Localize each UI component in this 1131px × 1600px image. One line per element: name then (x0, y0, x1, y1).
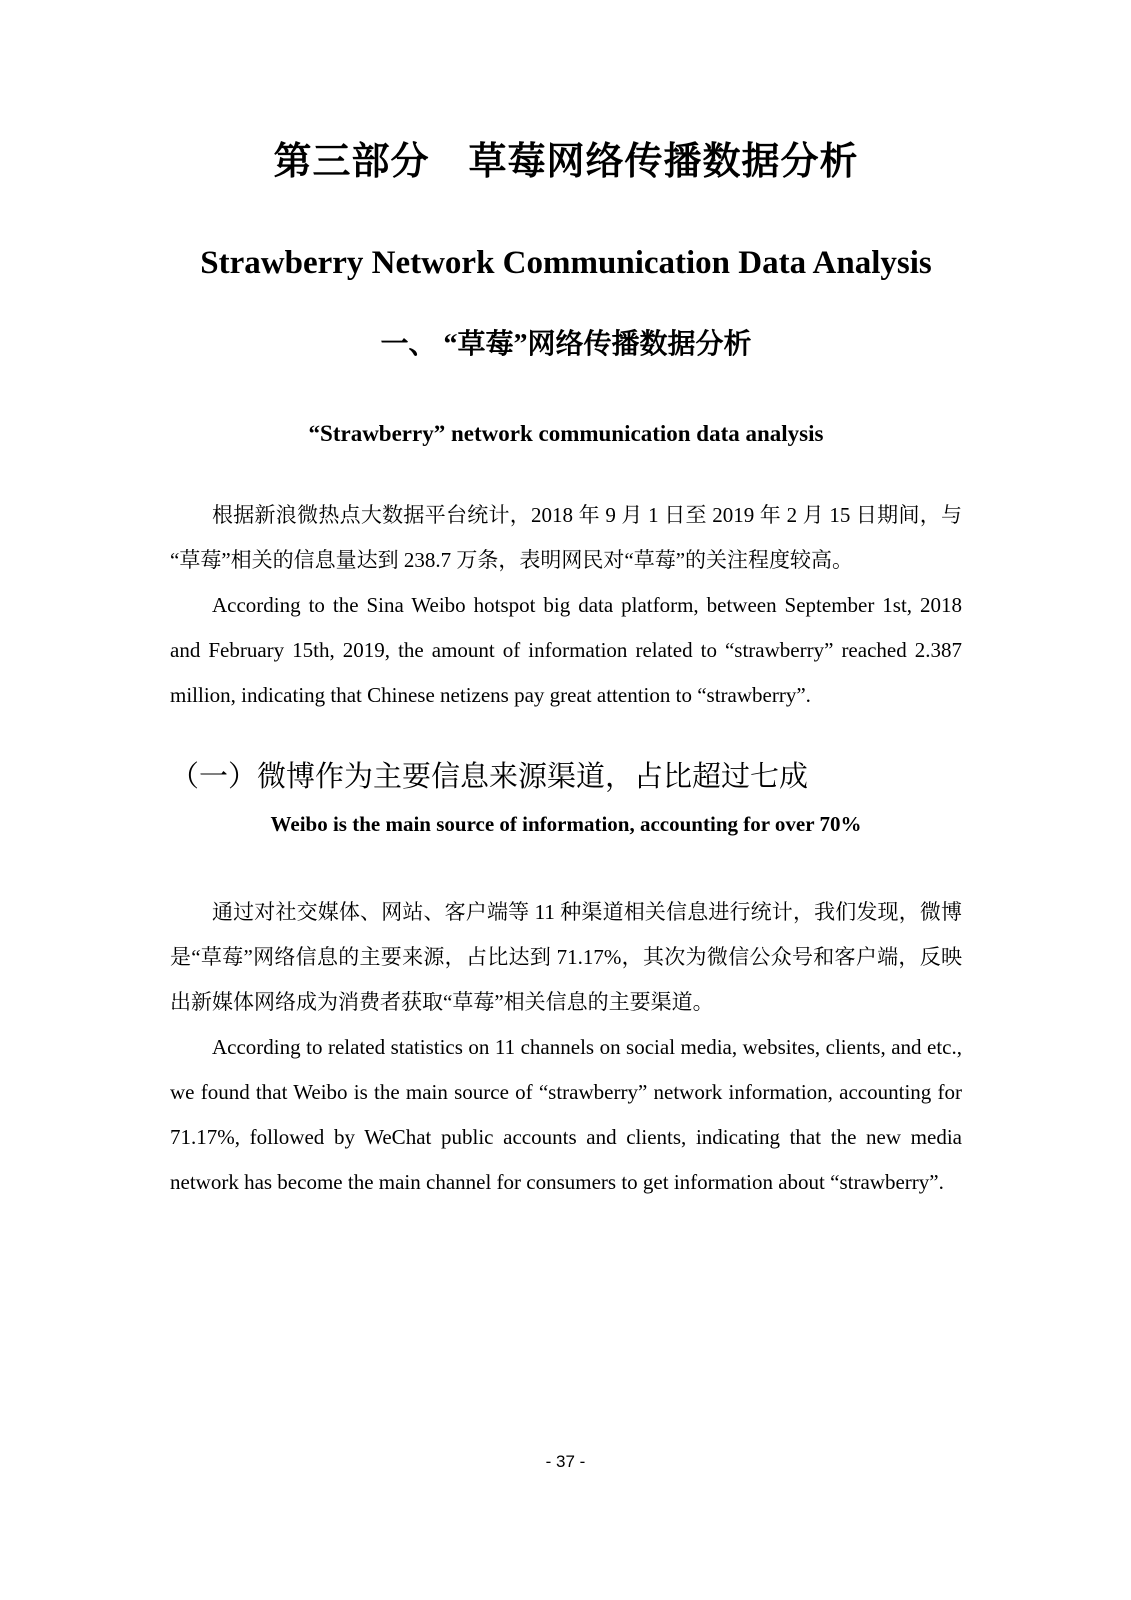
section-title-chinese: 一、 “草莓”网络传播数据分析 (380, 329, 752, 361)
paragraph-chinese-1: 根据新浪微热点大数据平台统计，2018 年 9 月 1 日至 2019 年 2 月 15 日期间，与“草莓”相关的信息量达到 238.7 万条，表明网民对“草莓”的关注程度较高。 (170, 502, 962, 572)
page-number: - 37 - (545, 1452, 586, 1471)
paragraph-english-1: According to the Sina Weibo hotspot big data platform, between September 1st, 2018 and February 15th, 2019, the amount of information related to “strawberry” reached 2.387 million, indicating that Chinese netizens pay great attention to “strawberry”. (170, 592, 962, 707)
subsection-title-english: Weibo is the main source of information, accounting for over 70% (270, 812, 862, 837)
part-title-chinese: 第三部分 草莓网络传播数据分析 (273, 141, 859, 183)
paragraph-english-2: According to related statistics on 11 channels on social media, websites, clients, and etc., we found that Weibo is the main source of “strawberry” network information, accounting for 71.17%, followed by WeChat public accounts and clients, indicating that the new media network has become the main channel for consumers to get information about “strawberry”. (170, 1034, 962, 1194)
part-title-english: Strawberry Network Communication Data Analysis (200, 245, 932, 282)
section-title-english: “Strawberry” network communication data analysis (308, 420, 824, 446)
subsection-title-chinese: （一）微博作为主要信息来源渠道，占比超过七成 (170, 760, 809, 793)
paragraph-chinese-2: 通过对社交媒体、网站、客户端等 11 种渠道相关信息进行统计，我们发现，微博是“草莓”网络信息的主要来源，占比达到 71.17%，其次为微信公众号和客户端，反映出新媒体网络成为消费者获取“草莓”相关信息的主要渠道。 (170, 899, 962, 1014)
document-content (170, 0, 962, 1205)
